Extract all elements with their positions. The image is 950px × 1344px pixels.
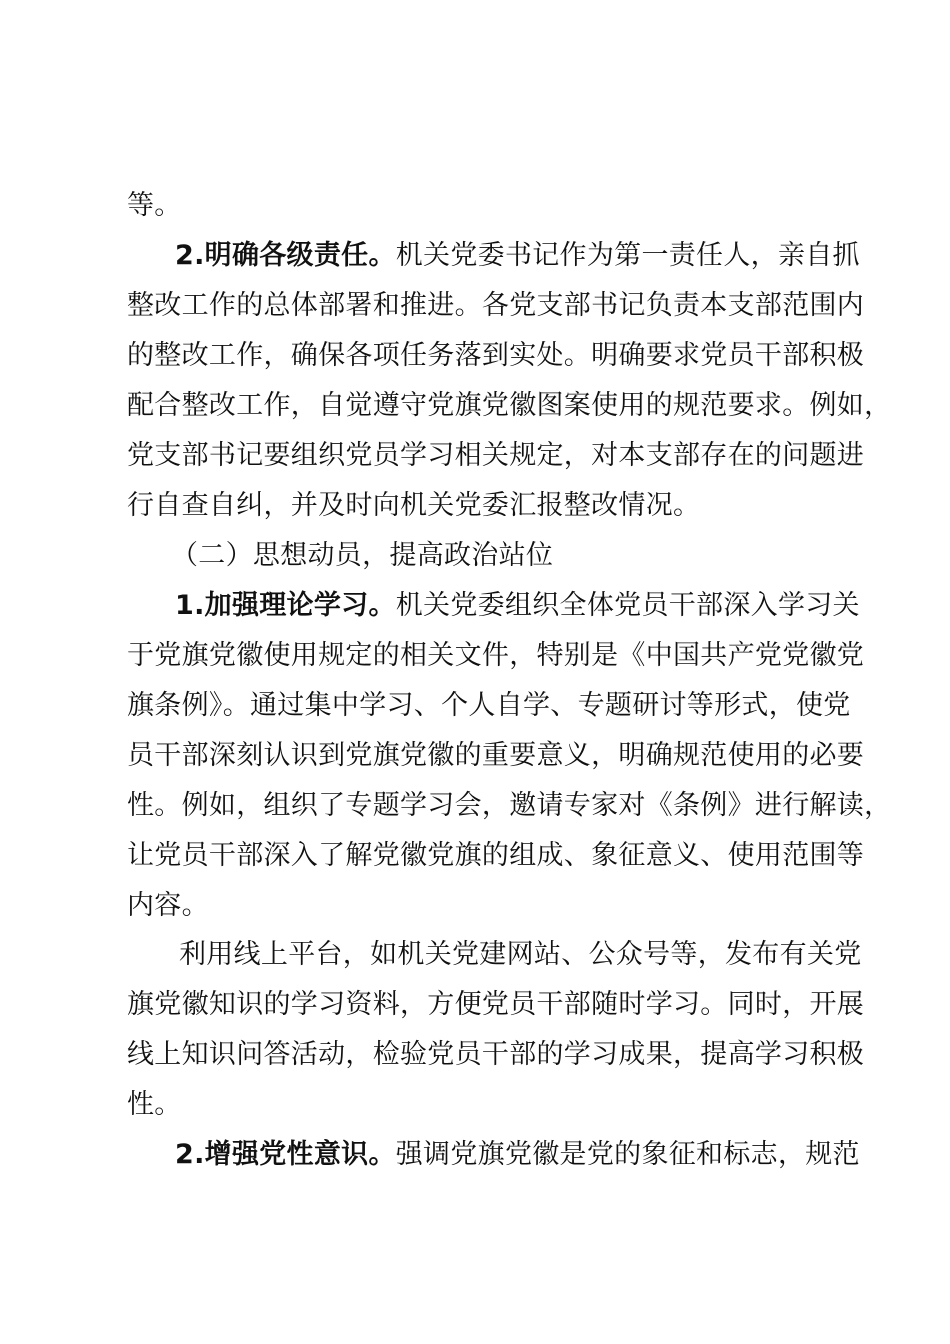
text-run: 强调党旗党徽是党的象征和标志，规范 [395,1139,860,1170]
paragraph-first-line [175,1135,860,1175]
bold-heading: 2.明确各级责任。 [175,240,396,271]
text-line: 旗党徽知识的学习资料，方便党员干部随时学习。同时，开展 [127,989,865,1020]
text-line: 内容。 [127,890,209,921]
paragraph-first-line [175,586,860,626]
text-line: 的整改工作，确保各项任务落到实处。明确要求党员干部积极 [127,340,865,371]
text-line: 整改工作的总体部署和推进。各党支部书记负责本支部范围内 [127,290,865,321]
text-line: 让党员干部深入了解党徽党旗的组成、象征意义、使用范围等 [127,840,865,871]
bold-heading: 1.加强理论学习。 [175,590,396,621]
text-line: 等。 [127,190,182,221]
text-line: 员干部深刻认识到党旗党徽的重要意义，明确规范使用的必要 [127,740,865,771]
section-heading: （二）思想动员，提高政治站位 [171,540,554,571]
bold-heading: 2.增强党性意识。 [175,1139,396,1170]
text-line: 党支部书记要组织党员学习相关规定，对本支部存在的问题进 [127,440,865,471]
text-run: 机关党委书记作为第一责任人，亲自抓 [395,240,860,271]
text-line: 利用线上平台，如机关党建网站、公众号等，发布有关党 [179,939,862,970]
text-run: 机关党委组织全体党员干部深入学习关 [395,590,860,621]
text-line: 行自查自纠，并及时向机关党委汇报整改情况。 [127,490,701,521]
text-line: 于党旗党徽使用规定的相关文件，特别是《中国共产党党徽党 [127,640,865,671]
text-line: 旗条例》。通过集中学习、个人自学、专题研讨等形式，使党 [127,690,851,721]
text-line: 配合整改工作，自觉遵守党旗党徽图案使用的规范要求。例如， [127,390,892,421]
text-line: 线上知识问答活动，检验党员干部的学习成果，提高学习积极 [127,1039,865,1070]
text-line: 性。 [127,1089,182,1120]
text-line: 性。例如，组织了专题学习会，邀请专家对《条例》进行解读， [127,790,892,821]
paragraph-first-line [175,236,860,276]
